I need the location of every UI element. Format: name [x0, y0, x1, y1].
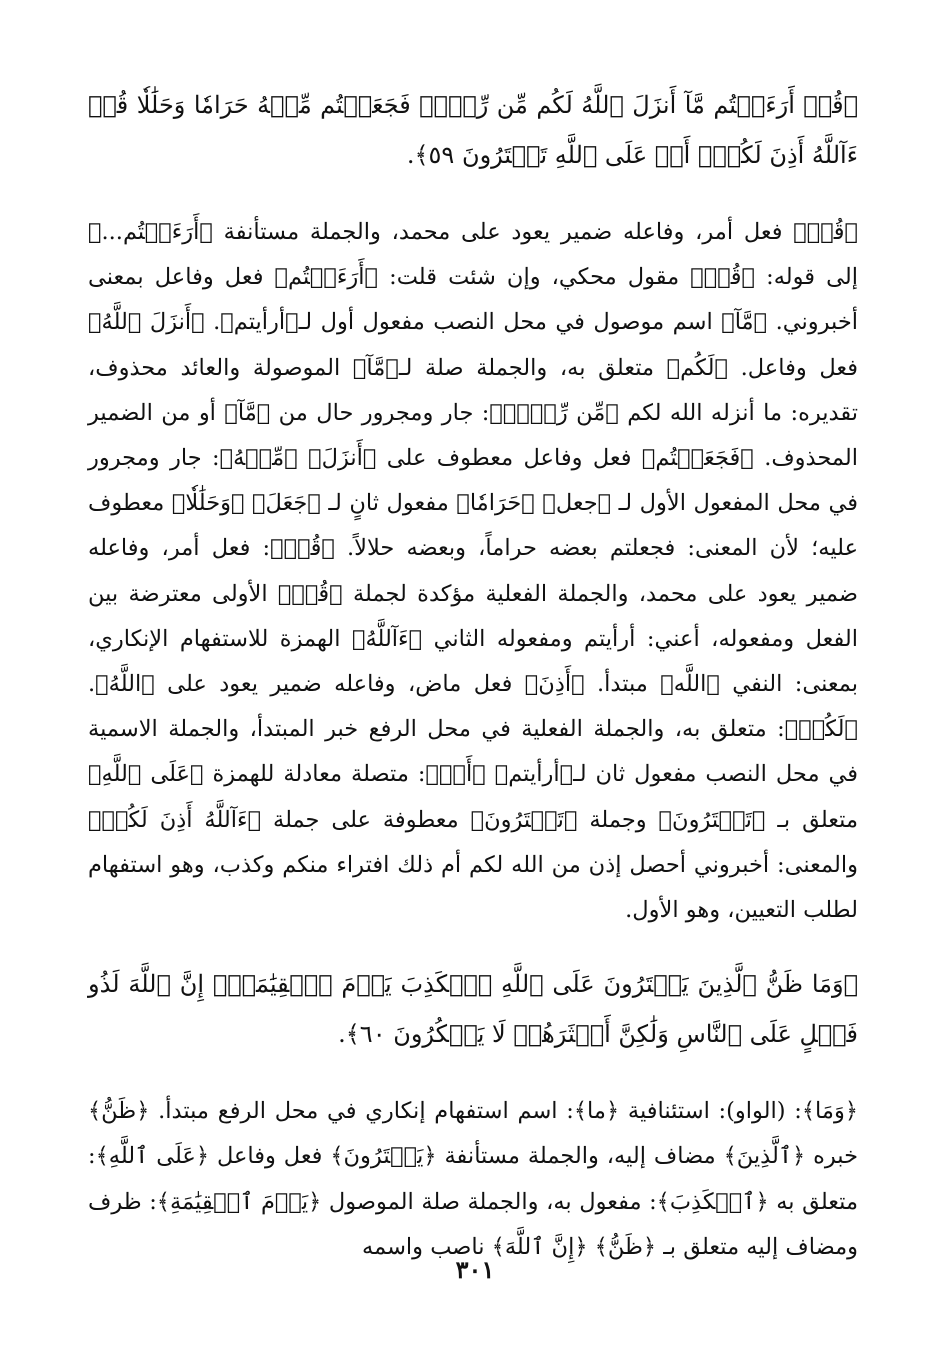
- page-number: ٣٠١: [455, 1255, 495, 1284]
- quran-verse-59: ﴿قُلۡ أَرَءَيۡتُم مَّآ أَنزَلَ ٱللَّهُ لَكُم مِّن رِّزۡقٖ فَجَعَلۡتُم مِّنۡهُ حَرَامٗا وَحَلَٰلٗا قُلۡ ءَآللَّهُ أَذِنَ لَكُمۡۖ أَمۡ عَلَى ٱللَّهِ تَفۡتَرُونَ ٥٩﴾.: [88, 91, 858, 169]
- page-body: [88, 80, 858, 1270]
- quran-verse-60: ﴿وَمَا ظَنُّ ٱلَّذِينَ يَفۡتَرُونَ عَلَى ٱللَّهِ ٱلۡكَذِبَ يَوۡمَ ٱلۡقِيَٰمَةِۗ إِنَّ ٱللَّهَ لَذُو فَضۡلٍ عَلَى ٱلنَّاسِ وَلَٰكِنَّ أَكۡثَرَهُمۡ لَا يَشۡكُرُونَ ٦٠﴾.: [88, 970, 858, 1049]
- commentary-paragraph: ﴿وَمَا﴾: (الواو): استئنافية ﴿ما﴾: اسم استفهام إنكاري في محل الرفع مبتدأ. ﴿ظَنُّ﴾ خبره ﴿ٱلَّذِينَ﴾ مضاف إليه، والجملة مستأنفة ﴿يَفۡتَرُونَ﴾ فعل وفاعل ﴿عَلَى ٱللَّهِ﴾: متعلق به ﴿ٱلۡكَذِبَ﴾: مفعول به، والجملة صلة الموصول ﴿يَوۡمَ ٱلۡقِيَٰمَةِ﴾: ظرف ومضاف إليه متعلق بـ ﴿ظَنُّ﴾ ﴿إِنَّ ٱللَّهَ﴾ ناصب واسمه: [88, 1098, 858, 1260]
- commentary-paragraph: ﴿قُلۡ﴾ فعل أمر، وفاعله ضمير يعود على محمد، والجملة مستأنفة ﴿أَرَءَيۡتُم...﴾ إلى قوله: ﴿قُلۡ﴾ مقول محكي، وإن شئت قلت: ﴿أَرَءَيۡتُم﴾ فعل وفاعل بمعنى أخبروني. ﴿مَّآ﴾ اسم موصول في محل النصب مفعول أول لـ﴿أرأيتم﴾. ﴿أَنزَلَ ٱللَّهُ﴾ فعل وفاعل. ﴿لَكُم﴾ متعلق به، والجملة صلة لـ﴿مَّآ﴾ الموصولة والعائد محذوف، تقديره: ما أنزله الله لكم ﴿مِّن رِّزۡقٖ﴾: جار ومجرور حال من ﴿مَّآ﴾ أو من الضمير المحذوف. ﴿فَجَعَلۡتُم﴾ فعل وفاعل معطوف على ﴿أَنزَلَ﴾ ﴿مِّنۡهُ﴾: جار ومجرور في محل المفعول الأول لـ ﴿جعل﴾ ﴿حَرَامٗا﴾ مفعول ثانٍ لـ ﴿جَعَلَ﴾ ﴿وَحَلَٰلٗا﴾ معطوف عليه؛ لأن المعنى: فجعلتم بعضه حراماً، وبعضه حلالاً. ﴿قُلۡ﴾: فعل أمر، وفاعله ضمير يعود على محمد، والجملة الفعلية مؤكدة لجملة ﴿قُلۡ﴾ الأولى معترضة بين الفعل ومفعوله، أعني: أرأيتم ومفعوله الثاني ﴿ءَآللَّهُ﴾ الهمزة للاستفهام الإنكاري، بمعنى: النفي ﴿اللَّه﴾ مبتدأ. ﴿أَذِنَ﴾ فعل ماض، وفاعله ضمير يعود على ﴿اللَّهُ﴾. ﴿لَكُمۡ﴾: متعلق به، والجملة الفعلية في محل الرفع خبر المبتدأ، والجملة الاسمية في محل النصب مفعول ثان لـ﴿أرأيتم﴾ ﴿أَمۡ﴾: متصلة معادلة للهمزة ﴿عَلَى ٱللَّهِ﴾ متعلق بـ ﴿تَفۡتَرُونَ﴾ وجملة ﴿تَفۡتَرُونَ﴾ معطوفة على جملة ﴿ءَآللَّهُ أَذِنَ لَكُمۡ﴾ والمعنى: أخبروني أحصل إذن من الله لكم أم ذلك افتراء منكم وكذب، وهو استفهام لطلب التعيين، وهو الأول.: [88, 219, 858, 924]
